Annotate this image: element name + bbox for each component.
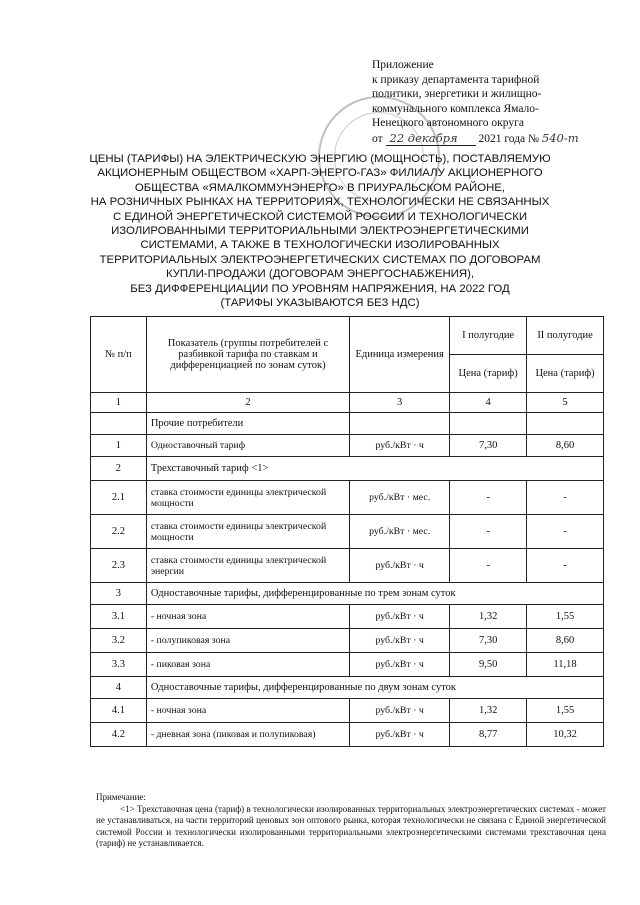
row-indicator: - пиковая зона bbox=[146, 653, 349, 677]
row-indicator: ставка стоимости единицы электрической мощности bbox=[146, 515, 349, 549]
table-row bbox=[91, 699, 604, 723]
price-half2: 8,60 bbox=[527, 629, 604, 653]
row-indicator: ставка стоимости единицы электрической энергии bbox=[146, 549, 349, 583]
price-half2: 10,32 bbox=[527, 723, 604, 747]
title-line: КУПЛИ-ПРОДАЖИ (ДОГОВОРАМ ЭНЕРГОСНАБЖЕНИЯ), bbox=[165, 268, 475, 281]
footnote bbox=[96, 792, 606, 850]
section-title: Трехставочный тариф <1> bbox=[146, 457, 603, 481]
header-num: № п/п bbox=[91, 317, 147, 393]
row-number: 3.3 bbox=[91, 653, 147, 677]
title-line: НА РОЗНИЧНЫХ РЫНКАХ НА ТЕРРИТОРИЯХ, ТЕХНОЛОГИЧЕСКИ НЕ СВЯЗАННЫХ bbox=[90, 196, 550, 209]
footnote-text: <1> Трехставочная цена (тариф) в технологически изолированных территориальных электроэнергетических системах - может не устанавливаться, на части территорий ценовых зон оптового рынка, которая технологически не связана с Единой энергетической системой России и технологически изолированными территориальными электроэнергетическими системами трехставочная цена (тариф) не устанавливается. bbox=[96, 803, 606, 848]
price-half1: - bbox=[450, 549, 527, 583]
row-indicator: - ночная зона bbox=[146, 699, 349, 723]
column-number-row bbox=[91, 393, 604, 413]
header-unit: Единица измерения bbox=[350, 317, 450, 393]
row-unit: руб./кВт · мес. bbox=[350, 515, 450, 549]
price-half1: 1,32 bbox=[450, 699, 527, 723]
row-indicator: - дневная зона (пиковая и полупиковая) bbox=[146, 723, 349, 747]
row-number: 4.2 bbox=[91, 723, 147, 747]
table-row bbox=[91, 629, 604, 653]
row-unit: руб./кВт · ч bbox=[350, 629, 450, 653]
table-row bbox=[91, 723, 604, 747]
title-line: АКЦИОНЕРНЫМ ОБЩЕСТВОМ «ХАРП-ЭНЕРГО-ГАЗ» ФИЛИАЛУ АКЦИОНЕРНОГО bbox=[97, 167, 543, 180]
price-half2: - bbox=[527, 515, 604, 549]
price-half1: - bbox=[450, 481, 527, 515]
header-price1: Цена (тариф) bbox=[450, 355, 527, 393]
row-number: 1 bbox=[91, 435, 147, 457]
price-half2: 11,18 bbox=[527, 653, 604, 677]
row-indicator: - ночная зона bbox=[146, 605, 349, 629]
row-number: 2 bbox=[91, 457, 147, 481]
footnote-label: Примечание: bbox=[96, 792, 146, 802]
row-indicator: ставка стоимости единицы электрической мощности bbox=[146, 481, 349, 515]
price-half1: - bbox=[450, 515, 527, 549]
header-indicator: Показатель (группы потребителей с разбивкой тарифа по ставкам и дифференциацией по зонам суток) bbox=[146, 317, 349, 393]
row-indicator: Одноставочный тариф bbox=[146, 435, 349, 457]
tariff-table bbox=[90, 316, 604, 747]
row-number: 4.1 bbox=[91, 699, 147, 723]
appendix-line: коммунального комплекса Ямало- bbox=[372, 102, 539, 115]
price-half1: 9,50 bbox=[450, 653, 527, 677]
row-number: 3.2 bbox=[91, 629, 147, 653]
table-row bbox=[91, 481, 604, 515]
row-unit: руб./кВт · ч bbox=[350, 699, 450, 723]
row-unit: руб./кВт · ч bbox=[350, 435, 450, 457]
price-half2: - bbox=[527, 481, 604, 515]
title-line: ЦЕНЫ (ТАРИФЫ) НА ЭЛЕКТРИЧЕСКУЮ ЭНЕРГИЮ (МОЩНОСТЬ), ПОСТАВЛЯЕМУЮ bbox=[89, 153, 551, 165]
table-row bbox=[91, 653, 604, 677]
price-half2: 1,55 bbox=[527, 699, 604, 723]
date-prefix: от bbox=[372, 132, 383, 145]
col-number: 4 bbox=[450, 393, 527, 413]
row-number: 4 bbox=[91, 677, 147, 699]
row-unit: руб./кВт · ч bbox=[350, 605, 450, 629]
title-line: БЕЗ ДИФФЕРЕНЦИАЦИИ ПО УРОВНЯМ НАПРЯЖЕНИЯ, НА 2022 ГОД bbox=[130, 282, 510, 295]
row-unit: руб./кВт · мес. bbox=[350, 481, 450, 515]
appendix-block bbox=[372, 58, 622, 147]
table-section-row bbox=[91, 583, 604, 605]
appendix-line: Приложение bbox=[372, 59, 434, 71]
row-indicator: - полупиковая зона bbox=[146, 629, 349, 653]
col-number: 5 bbox=[527, 393, 604, 413]
title-line: С ЕДИНОЙ ЭНЕРГЕТИЧЕСКОЙ СИСТЕМОЙ РОССИИ И ТЕХНОЛОГИЧЕСКИ bbox=[112, 210, 528, 223]
price-half2: - bbox=[527, 549, 604, 583]
appendix-line: Ненецкого автономного округа bbox=[372, 117, 524, 130]
document-title bbox=[40, 152, 600, 310]
row-unit: руб./кВт · ч bbox=[350, 549, 450, 583]
year-text: 2021 года № bbox=[478, 132, 540, 145]
title-line: СИСТЕМАМИ, А ТАКЖЕ В ТЕХНОЛОГИЧЕСКИ ИЗОЛИРОВАННЫХ bbox=[140, 239, 500, 252]
price-half2: 8,60 bbox=[527, 435, 604, 457]
row-unit: руб./кВт · ч bbox=[350, 653, 450, 677]
group-title: Прочие потребители bbox=[146, 413, 349, 435]
appendix-line: к приказу департамента тарифной bbox=[372, 73, 540, 86]
row-unit: руб./кВт · ч bbox=[350, 723, 450, 747]
col-number: 1 bbox=[91, 393, 147, 413]
section-title: Одноставочные тарифы, дифференцированные по двум зонам суток bbox=[146, 677, 603, 699]
price-half1: 1,32 bbox=[450, 605, 527, 629]
row-number: 3.1 bbox=[91, 605, 147, 629]
col-number: 3 bbox=[350, 393, 450, 413]
section-title: Одноставочные тарифы, дифференцированные по трем зонам суток bbox=[146, 583, 603, 605]
table-section-row bbox=[91, 457, 604, 481]
header-price2: Цена (тариф) bbox=[527, 355, 604, 393]
handwritten-order-number: 540-т bbox=[541, 130, 579, 145]
table-row bbox=[91, 549, 604, 583]
header-half1: I полугодие bbox=[450, 317, 527, 355]
title-line: ОБЩЕСТВА «ЯМАЛКОММУНЭНЕРГО» В ПРИУРАЛЬСКОМ РАЙОНЕ, bbox=[134, 181, 506, 194]
table-row bbox=[91, 515, 604, 549]
header-half2: II полугодие bbox=[527, 317, 604, 355]
title-line: ТЕРРИТОРИАЛЬНЫХ ЭЛЕКТРОЭНЕРГЕТИЧЕСКИХ СИСТЕМАХ ПО ДОГОВОРАМ bbox=[99, 253, 541, 266]
title-line: (ТАРИФЫ УКАЗЫВАЮТСЯ БЕЗ НДС) bbox=[220, 297, 420, 310]
table-row bbox=[91, 435, 604, 457]
row-number: 2.3 bbox=[91, 549, 147, 583]
row-number: 2.1 bbox=[91, 481, 147, 515]
price-half1: 7,30 bbox=[450, 629, 527, 653]
price-half1: 8,77 bbox=[450, 723, 527, 747]
table-section-row bbox=[91, 677, 604, 699]
title-line: ИЗОЛИРОВАННЫМИ ТЕРРИТОРИАЛЬНЫМИ ЭЛЕКТРОЭНЕРГЕТИЧЕСКИМИ bbox=[111, 225, 529, 238]
group-row bbox=[91, 413, 604, 435]
price-half2: 1,55 bbox=[527, 605, 604, 629]
row-number: 3 bbox=[91, 583, 147, 605]
row-number: 2.2 bbox=[91, 515, 147, 549]
order-date-line bbox=[372, 131, 622, 147]
handwritten-date: 22 декабря bbox=[386, 131, 476, 146]
price-half1: 7,30 bbox=[450, 435, 527, 457]
appendix-line: политики, энергетики и жилищно- bbox=[372, 88, 542, 101]
table-row bbox=[91, 605, 604, 629]
col-number: 2 bbox=[146, 393, 349, 413]
